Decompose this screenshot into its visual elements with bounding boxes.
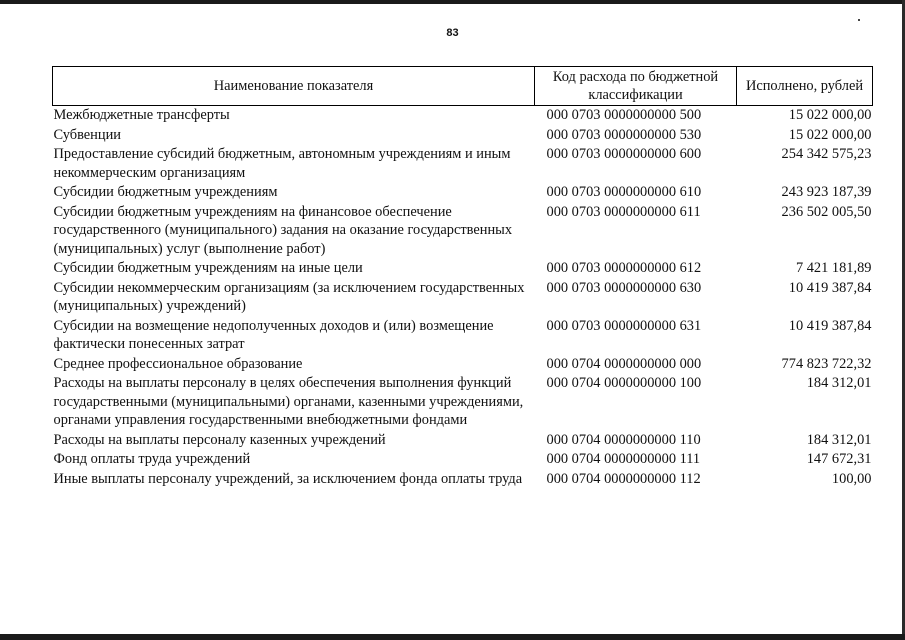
row-name: Субсидии бюджетным учреждениям на финансовое обеспечение государственного (муниципального) задания на оказание государственных (муниципальных) услуг (выполнение работ) bbox=[53, 203, 513, 257]
row-amount: 10 419 387,84 bbox=[788, 317, 872, 334]
row-name: Субсидии некоммерческим организациям (за исключением государственных (муниципальных) учреждений) bbox=[53, 279, 525, 314]
row-name: Расходы на выплаты персоналу казенных учреждений bbox=[53, 431, 386, 448]
row-name: Субсидии бюджетным учреждениям bbox=[53, 184, 278, 200]
expenditure-table bbox=[52, 66, 873, 489]
row-code: 000 0703 0000000000 611 bbox=[546, 203, 701, 220]
row-name: Предоставление субсидий бюджетным, автономным учреждениям и иным некоммерческим организациям bbox=[53, 146, 511, 181]
table-row bbox=[53, 431, 873, 451]
table-row bbox=[53, 470, 873, 490]
table-row bbox=[53, 355, 873, 375]
row-code: 000 0704 0000000000 112 bbox=[546, 470, 701, 487]
table-row bbox=[53, 106, 873, 126]
table-row bbox=[53, 126, 873, 146]
table-row bbox=[53, 259, 873, 279]
page-number: 83 bbox=[446, 27, 459, 39]
row-amount: 15 022 000,00 bbox=[788, 126, 872, 143]
row-code: 000 0703 0000000000 631 bbox=[546, 317, 702, 334]
row-code: 000 0703 0000000000 630 bbox=[546, 279, 702, 296]
row-amount: 184 312,01 bbox=[806, 375, 872, 391]
row-code: 000 0704 0000000000 111 bbox=[546, 451, 701, 467]
scan-border-top bbox=[0, 0, 905, 4]
row-amount: 100,00 bbox=[831, 470, 872, 487]
row-name: Иные выплаты персоналу учреждений, за исключением фонда оплаты труда bbox=[53, 470, 523, 487]
table-row bbox=[53, 183, 873, 203]
scan-speck bbox=[858, 19, 860, 21]
row-amount: 15 022 000,00 bbox=[788, 107, 872, 123]
row-amount: 184 312,01 bbox=[806, 431, 872, 448]
row-name: Среднее профессиональное образование bbox=[53, 355, 303, 372]
table-row bbox=[53, 279, 873, 317]
row-amount: 10 419 387,84 bbox=[788, 279, 872, 296]
header-code: Код расхода по бюджетной классификации bbox=[535, 67, 737, 106]
row-amount: 7 421 181,89 bbox=[795, 260, 872, 276]
row-amount: 774 823 722,32 bbox=[781, 355, 872, 372]
table-row bbox=[53, 145, 873, 183]
table-row bbox=[53, 317, 873, 355]
table-row bbox=[53, 374, 873, 431]
table-row bbox=[53, 203, 873, 260]
row-name: Фонд оплаты труда учреждений bbox=[53, 451, 251, 467]
row-code: 000 0703 0000000000 610 bbox=[546, 184, 702, 200]
row-amount: 147 672,31 bbox=[806, 451, 872, 467]
row-name: Расходы на выплаты персоналу в целях обеспечения выполнения функций государственными (муниципальными) органами, казенными учреждениями, органами управления государственными внебюджетными фондами bbox=[53, 375, 524, 428]
row-name: Межбюджетные трансферты bbox=[53, 107, 230, 123]
row-name: Субсидии на возмещение недополученных доходов и (или) возмещение фактически понесенных затрат bbox=[53, 317, 494, 352]
row-code: 000 0704 0000000000 100 bbox=[546, 375, 702, 391]
row-code: 000 0703 0000000000 600 bbox=[546, 146, 702, 162]
row-code: 000 0703 0000000000 500 bbox=[546, 107, 702, 123]
row-amount: 236 502 005,50 bbox=[781, 203, 872, 220]
table-header-row bbox=[53, 67, 873, 106]
row-code: 000 0703 0000000000 612 bbox=[546, 260, 702, 276]
row-code: 000 0704 0000000000 110 bbox=[546, 431, 701, 448]
row-name: Субсидии бюджетным учреждениям на иные цели bbox=[53, 260, 363, 276]
row-code: 000 0704 0000000000 000 bbox=[546, 355, 702, 372]
row-amount: 243 923 187,39 bbox=[781, 184, 872, 200]
header-amount: Исполнено, рублей bbox=[737, 67, 873, 106]
header-name: Наименование показателя bbox=[53, 67, 535, 106]
row-name: Субвенции bbox=[53, 126, 121, 143]
table-row bbox=[53, 450, 873, 470]
scan-border-bottom bbox=[0, 634, 905, 640]
row-code: 000 0703 0000000000 530 bbox=[546, 126, 702, 143]
row-amount: 254 342 575,23 bbox=[781, 146, 872, 162]
